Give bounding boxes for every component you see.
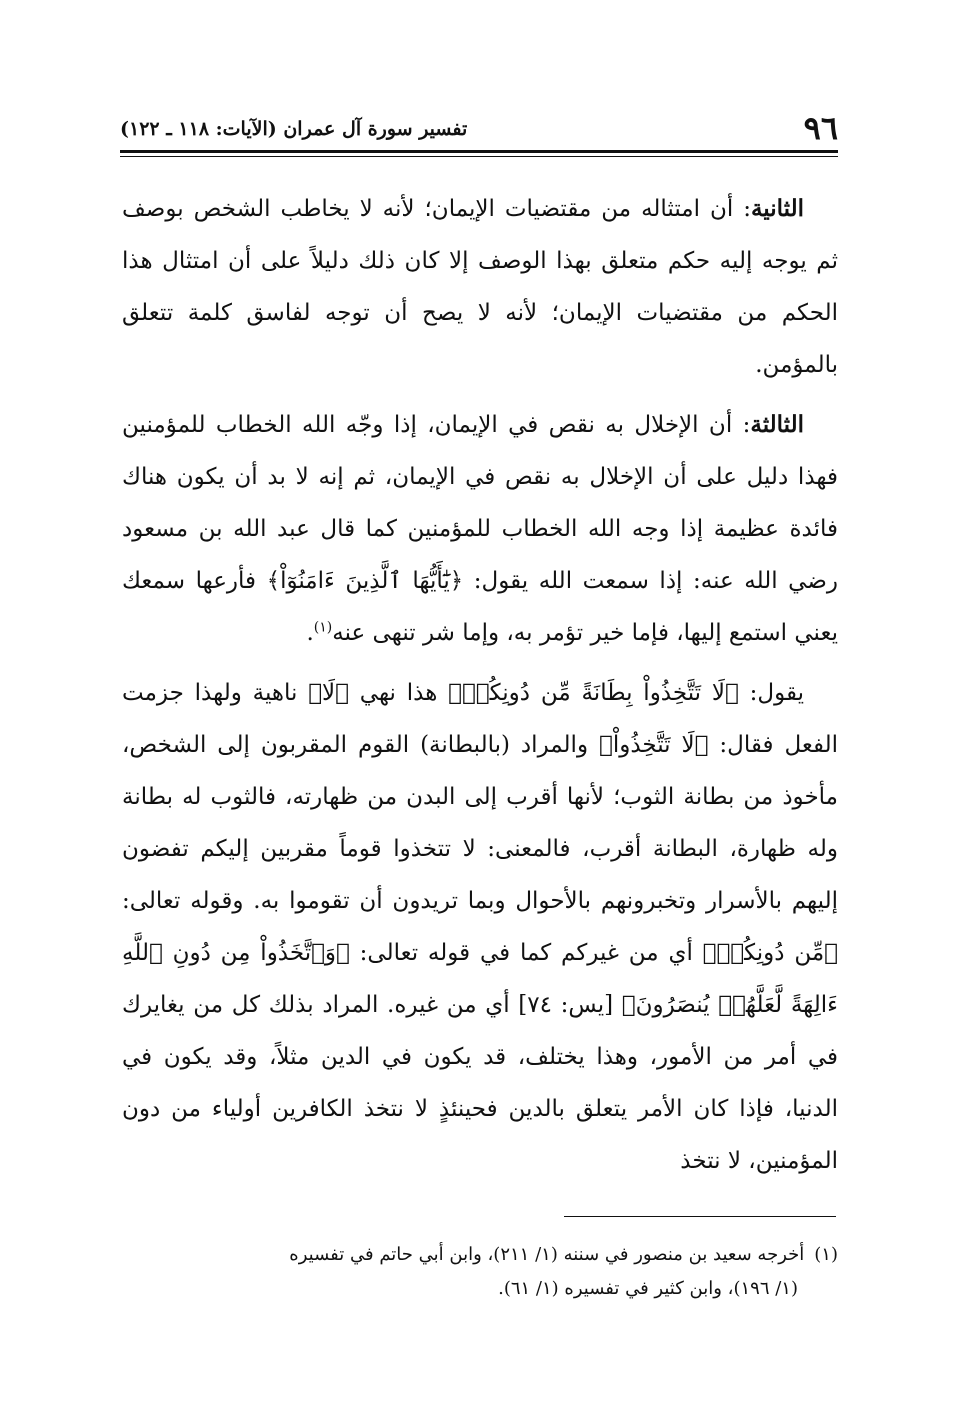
paragraph-text: [يس: ٧٤] أي من غيره. المراد بذلك كل من يغايرك في أمر من الأمور، وهذا يختلف، قد يكون في الدين مثلاً، وقد يكون في الدنيا، فإذا كان الأمر يتعلق بالدين فحينئذٍ لا نتخذ الكافرين أولياء من دون المؤمنين، لا نتخذ [122,992,838,1174]
quran-quote: ﴿لَا تَتَّخِذُواْ بِطَانَةً مِّن دُونِكُمۡ﴾ [448,680,739,706]
quran-quote: ﴿لَا﴾ [308,680,349,706]
header-rule-thin [120,156,838,157]
footnote-text: أخرجه سعيد بن منصور في سننه (١/ ٢١١)، وابن أبي حاتم في تفسيره [289,1244,805,1265]
paragraph-text: : أن الإخلال به نقص في الإيمان، إذا وجّه الله الخطاب للمؤمنين فهذا دليل على أن الإخلال به نقص في الإيمان، ثم إنه لا بد أن يكون هناك فائدة عظيمة إذا وجه الله الخطاب للمؤمنين كما قال عبد الله بن مسعود رضي الله عنه: إذا سمعت الله يقول: [122,412,838,594]
page-header [120,108,838,148]
paragraph-text: : أن امتثاله من مقتضيات الإيمان؛ لأنه لا يخاطب الشخص بوصف ثم يوجه إليه حكم متعلق بهذا الوصف إلا كان ذلك دليلاً على أن امتثال هذا الحكم من مقتضيات الإيمان؛ لأنه لا يصح أن توجه لفاسق كلمة تتعلق بالمؤمن. [122,196,838,378]
footnote-line [122,1272,838,1306]
footnote-reference: (١) [313,619,333,636]
paragraph-text: . [306,620,314,646]
header-rule-thick [120,150,838,153]
footnote-number: (١) [814,1244,838,1265]
quran-quote: ﴿يَٰٓأَيُّهَا ٱلَّذِينَ ءَامَنُوٓاْ﴾ [266,568,464,594]
footnote-separator [564,1216,836,1217]
running-title: تفسير سورة آل عمران (الآيات: ١١٨ ـ ١٢٢) [120,118,468,140]
quran-quote: ﴿لَا تَتَّخِذُواْ﴾ [599,732,709,758]
footnote-text: (١/ ١٩٦)، وابن كثير في تفسيره (١/ ٦١). [498,1278,798,1299]
paragraph-text: أي من غيركم كما في قوله تعالى: [349,940,703,966]
quran-quote: ﴿وَٱتَّخَذُواْ مِن دُونِ ٱللَّهِ ءَالِهَةً لَّعَلَّهُمۡ يُنصَرُونَ﴾ [122,940,838,1018]
footnote-line [122,1238,838,1272]
paragraph-third [122,399,838,659]
paragraph-text: ناهية ولهذا جزمت الفعل فقال: [122,680,838,758]
footnotes [122,1238,838,1306]
paragraph-text: فأرعها سمعك يعني استمع إليها، فإما خير تؤمر به، وإما شر تنهى عنه [122,568,838,646]
paragraph-label: الثانية [750,195,804,222]
paragraph-text: والمراد (بالبطانة) القوم المقربون إلى الشخص، مأخوذ من بطانة الثوب؛ لأنها أقرب إلى البدن من ظهارته، فالثوب له بطانة وله ظهارة، البطانة أقرب، فالمعنى: لا تتخذوا قوماً مقربين إليكم تفضون إليهم بالأسرار وتخبرونهم بالأحوال وبما تريدون أن تقوموا به. وقوله تعالى: [122,732,838,914]
body-text [122,183,838,1195]
page-number: ٩٦ [803,109,838,147]
paragraph-commentary [122,667,838,1187]
paragraph-text: هذا نهي [348,680,449,706]
paragraph-second [122,183,838,391]
paragraph-label: الثالثة [750,411,804,438]
paragraph-text: يقول: [738,680,804,706]
quran-quote: ﴿مِّن دُونِكُمۡ﴾ [702,940,838,966]
